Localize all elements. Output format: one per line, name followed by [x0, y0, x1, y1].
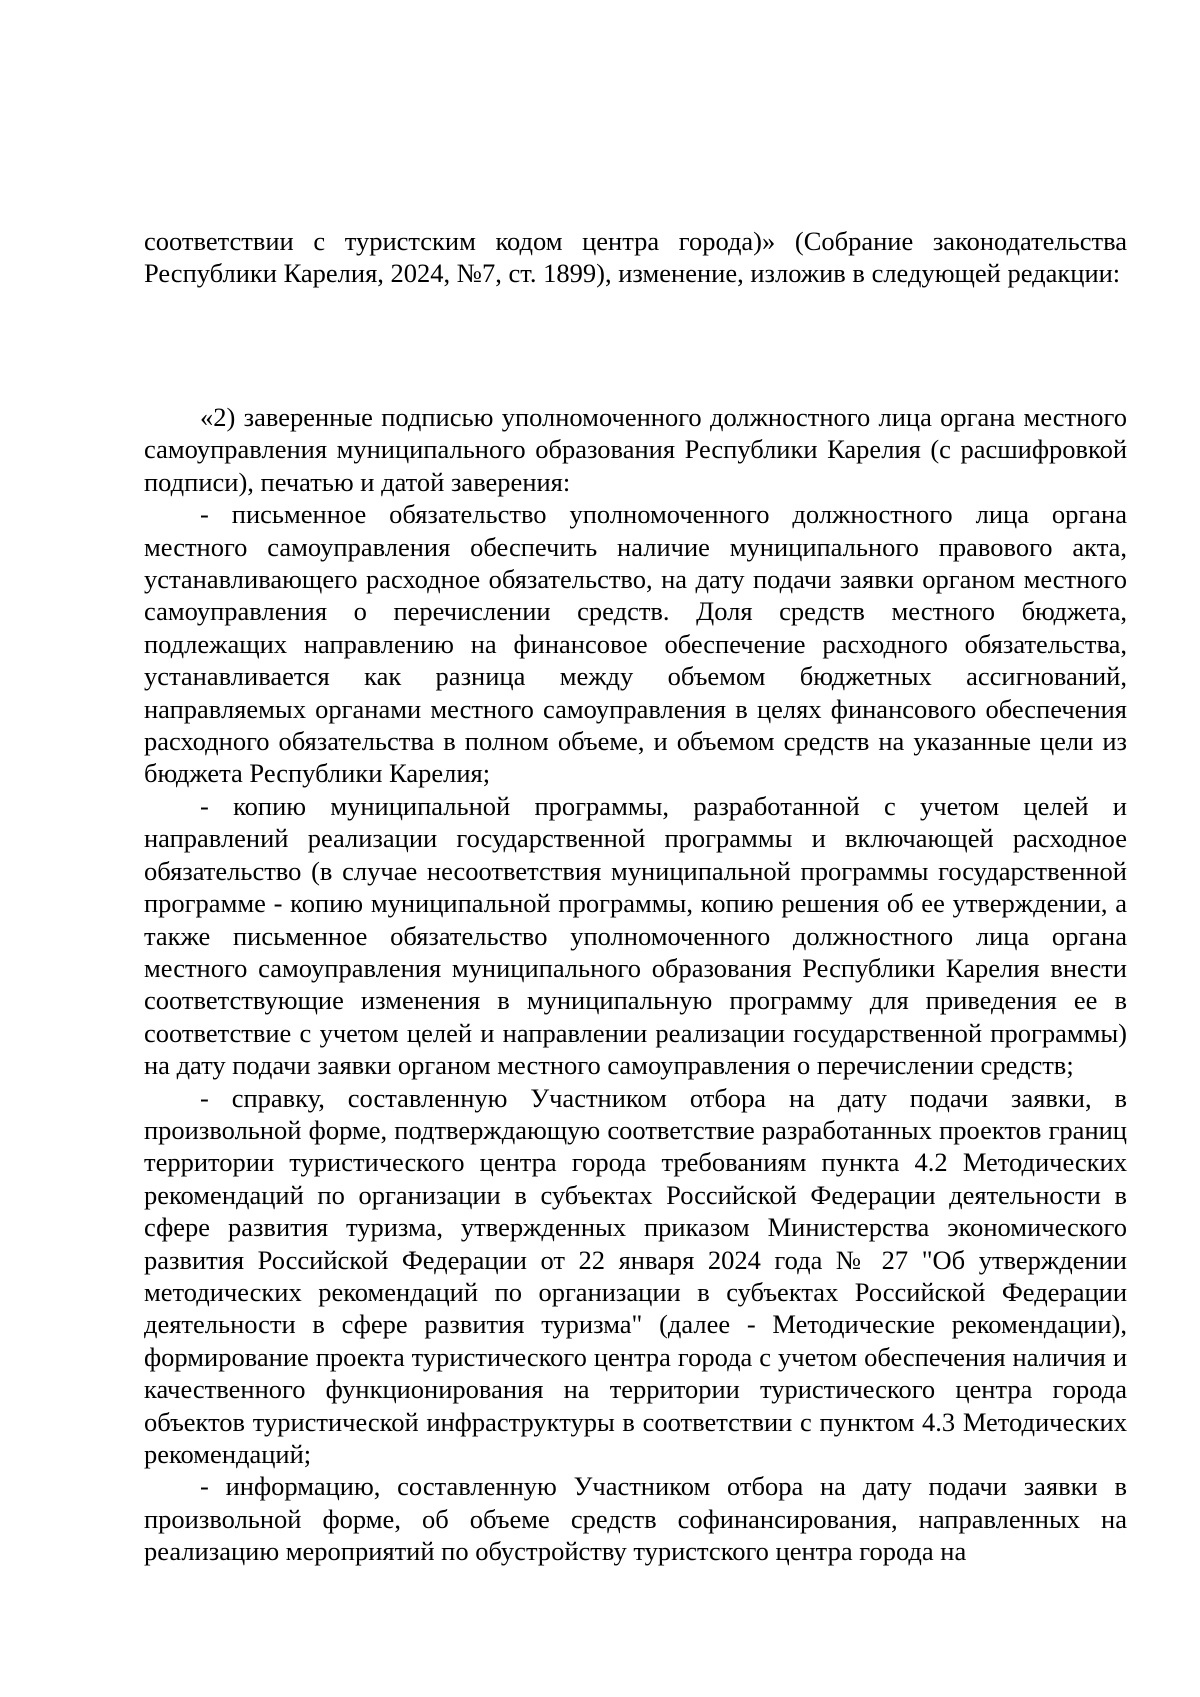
paragraph-certificate: - справку, составленную Участником отбора на дату подачи заявки, в произвольной форме, подтверждающую соответствие разработанных проектов границ территории туристического центра города требованиям пункта 4.2 Методических рекомендаций по организации в субъектах Российской Федерации деятельности в сфере развития туризма, утвержденных приказом Министерства экономического развития Российской Федерации от 22 января 2024 года № 27 "Об утверждении методических рекомендаций по организации в субъектах Российской Федерации деятельности в сфере развития туризма" (далее - Методические рекомендации), формирование проекта туристического центра города с учетом обеспечения наличия и качественного функционирования на территории туристического центра города объектов туристической инфраструктуры в соответствии с пунктом 4.3 Методических рекомендаций;	[144, 1082, 1127, 1469]
paragraph-item-2: «2) заверенные подписью уполномоченного должностного лица органа местного самоуправления муниципального образования Республики Карелия (с расшифровкой подписи), печатью и датой заверения:	[144, 402, 1127, 497]
paragraph-municipal-program: - копию муниципальной программы, разработанной с учетом целей и направлений реализации государственной программы и включающей расходное обязательство (в случае несоответствия муниципальной программы государственной программе - копию муниципальной программы, копию решения об ее утверждении, а также письменное обязательство уполномоченного должностного лица органа местного самоуправления муниципального образования Республики Карелия внести соответствующие изменения в муниципальную программу для приведения ее в соответствие с учетом целей и направлении реализации государственной программы) на дату подачи заявки органом местного самоуправления о перечислении средств;	[144, 790, 1127, 1081]
paragraph-written-obligation: - письменное обязательство уполномоченного должностного лица органа местного самоуправления обеспечить наличие муниципального правового акта, устанавливающего расходное обязательство, на дату подачи заявки органом местного самоуправления о перечислении средств. Доля средств местного бюджета, подлежащих направлению на финансовое обеспечение расходного обязательства, устанавливается как разница между объемом бюджетных ассигнований, направляемых органами местного самоуправления в целях финансового обеспечения расходного обязательства в полном объеме, и объемом средств на указанные цели из бюджета Республики Карелия;	[144, 499, 1127, 789]
intro-text: соответствии с туристским кодом центра города)» (Собрание законодательства Республики Карелия, 2024, №7, ст. 1899), изменение, изложив в следующей редакции:	[144, 226, 1127, 289]
amended-text	[144, 401, 1127, 1568]
intro-paragraph	[144, 225, 1127, 290]
paragraph-cofinancing-info: - информацию, составленную Участником отбора на дату подачи заявки в произвольной форме, об объеме средств софинансирования, направленных на реализацию мероприятий по обустройству туристского центра города на	[144, 1471, 1127, 1567]
